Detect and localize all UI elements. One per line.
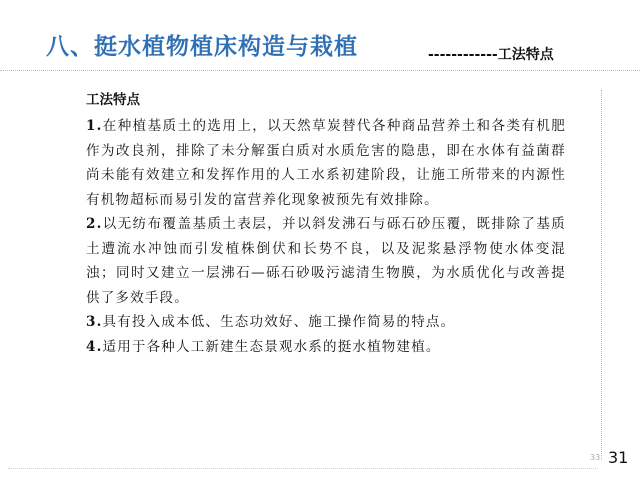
item-number: 4. (86, 338, 103, 355)
content-body (86, 89, 566, 359)
list-item (86, 114, 566, 212)
page-number: 31 (608, 448, 629, 467)
item-number: 3. (86, 314, 103, 330)
section-heading: 工法特点 (86, 92, 140, 108)
item-text: 适用于各种人工新建生态景观水系的挺水植物建植。 (102, 338, 441, 355)
item-text: 在种植基质土的选用上，以天然草炭替代各种商品营养土和各类有机肥作为改良剂，排除了未分解蛋白质对水质危害的隐患，即在水体有益菌群尚未能有效建立和发挥作用的人工水系初建阶段，让施工所带来的内源性有机物超标而易引发的富营养化现象被预先有效排除。 (86, 118, 566, 208)
page-number-small: 33 (590, 453, 601, 462)
list-item (86, 335, 566, 360)
slide-subtitle: ------------工法特点 (428, 47, 554, 63)
item-number: 2. (86, 216, 103, 232)
header-divider (0, 70, 640, 71)
item-text: 以无纺布覆盖基质土表层，并以斜发沸石与砾石砂压覆，既排除了基质土遭流水冲蚀而引发植株倒伏和长势不良，以及泥浆悬浮物使水体变混浊；同时又建立一层沸石—砾石砂吸污滤清生物膜，为水质优化与改善提供了多效手段。 (86, 216, 566, 306)
list-item (86, 212, 566, 310)
item-text: 具有投入成本低、生态功效好、施工操作简易的特点。 (102, 314, 456, 330)
slide-title: 八、挺水植物植床构造与栽植 (46, 34, 358, 60)
list-item (86, 310, 566, 335)
item-number: 1. (86, 118, 103, 134)
right-divider (601, 90, 602, 460)
footer-divider (8, 468, 598, 469)
